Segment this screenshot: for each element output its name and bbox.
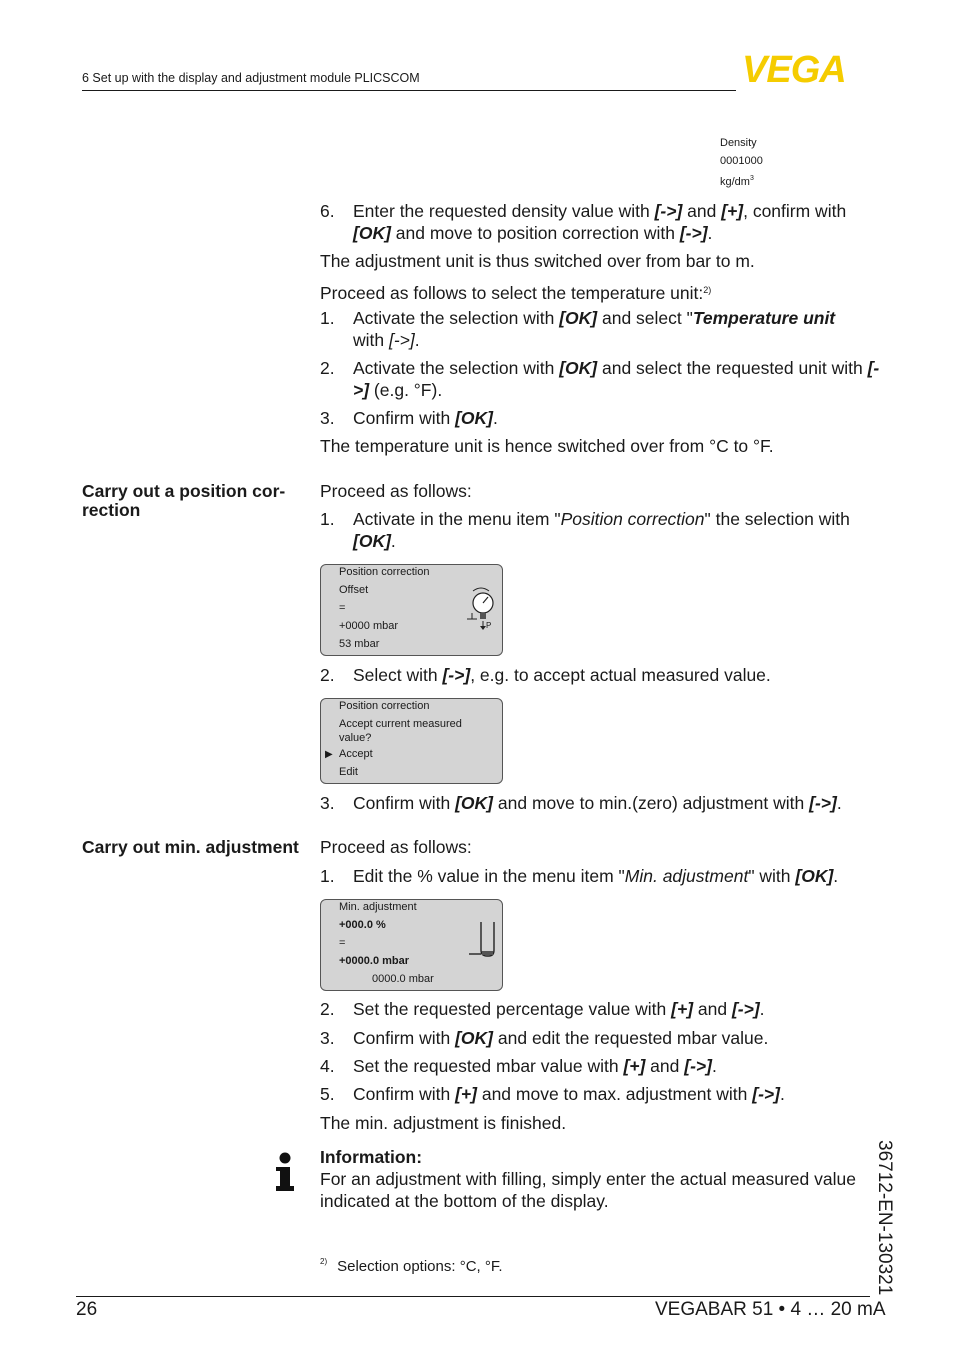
lcd-title: Position correction: [339, 700, 430, 712]
lcd-option-edit: Edit: [339, 766, 358, 778]
lcd-line: Offset: [339, 584, 369, 596]
lcd-line: +0000 mbar: [339, 620, 399, 632]
information-icon: [274, 1152, 296, 1194]
poscorr-step-2: 2. Select with [->], e.g. to accept actual measured value.: [320, 665, 771, 685]
info-title: Information:: [320, 1147, 423, 1167]
selection-arrow-icon: ▶: [325, 749, 333, 760]
lcd-line: 53 mbar: [339, 638, 380, 650]
minadj-step-1: 1. Edit the % value in the menu item "Min. adjustment" with [OK].: [320, 866, 839, 886]
density-display-value: 0001000: [720, 155, 763, 167]
density-display: [720, 134, 763, 191]
minadj-step-3: 3. Confirm with [OK] and edit the requested mbar value.: [320, 1028, 769, 1048]
density-display-unit: $kg/dm^3$: [720, 175, 754, 188]
page-number: 26: [76, 1299, 98, 1320]
pressure-label: P: [486, 621, 492, 630]
footnote: $^{2)}$ Selection options: °C, °F.: [320, 1257, 503, 1275]
poscorr-step-1: 1. Activate in the menu item "Position correction" the selection with [OK].: [320, 509, 850, 551]
minadj-intro: Proceed as follows:: [320, 837, 472, 857]
temp-done-text: The temperature unit is hence switched over from °C to °F.: [320, 436, 774, 456]
temp-step-1: 1. Activate the selection with [OK] and select "Temperature unit with [->].: [320, 308, 836, 350]
running-header: 6 Set up with the display and adjustment module PLICSCOM: [82, 71, 420, 85]
lcd-accept-current-value: [320, 698, 503, 784]
lcd-title: Position correction: [339, 566, 430, 578]
unit-switched-text: The adjustment unit is thus switched over from bar to m.: [320, 251, 755, 271]
minadj-step-5: 5. Confirm with [+] and move to max. adjustment with [->].: [320, 1084, 785, 1104]
lcd-line: Accept current measured: [339, 718, 462, 730]
minadj-step-4: 4. Set the requested mbar value with [+] and [->].: [320, 1056, 717, 1076]
lcd-line: +000.0 %: [339, 919, 386, 931]
minadj-heading: Carry out min. adjustment: [82, 837, 299, 857]
vessel-empty-icon: [467, 920, 497, 960]
lcd-line: +0000.0 mbar: [339, 955, 410, 967]
temp-intro: Proceed as follows to select the temperature unit:$^{2)}$: [320, 283, 712, 303]
lcd-line: 0000.0 mbar: [372, 973, 434, 985]
footer-rule: [76, 1296, 870, 1297]
pressure-gauge-icon: [465, 585, 497, 631]
temp-step-3: 3. Confirm with [OK].: [320, 408, 498, 428]
info-body: For an adjustment with filling, simply enter the actual measured value indicated at the bottom of the display.: [320, 1169, 856, 1211]
lcd-min-adjustment: [320, 899, 503, 991]
svg-text:VEGA: VEGA: [742, 52, 846, 84]
step-6: 6. Enter the requested density value with [->] and [+], confirm with [OK] and move to position correction with [->].: [320, 201, 847, 243]
temp-step-2: 2. Activate the selection with [OK] and select the requested unit with [->] (e.g. °F).: [320, 358, 880, 400]
lcd-line: =: [339, 602, 346, 614]
lcd-option-accept: Accept: [339, 748, 373, 760]
header-rule: [82, 90, 736, 91]
minadj-done: The min. adjustment is finished.: [320, 1113, 567, 1133]
lcd-title: Min. adjustment: [339, 901, 417, 913]
poscorr-intro: Proceed as follows:: [320, 481, 472, 501]
document-code: 36712-EN-130321: [874, 1140, 895, 1296]
density-display-label: Density: [720, 137, 757, 149]
lcd-line: =: [339, 937, 346, 949]
lcd-position-correction-offset: [320, 564, 503, 656]
product-name: VEGABAR 51 • 4 … 20 mA: [655, 1299, 886, 1320]
poscorr-heading: Carry out a position cor- rection: [82, 481, 286, 520]
minadj-step-2: 2. Set the requested percentage value with [+] and [->].: [320, 999, 765, 1019]
poscorr-step-3: 3. Confirm with [OK] and move to min.(zero) adjustment with [->].: [320, 793, 842, 813]
lcd-line: value?: [339, 732, 372, 744]
vega-logo: [742, 52, 872, 89]
